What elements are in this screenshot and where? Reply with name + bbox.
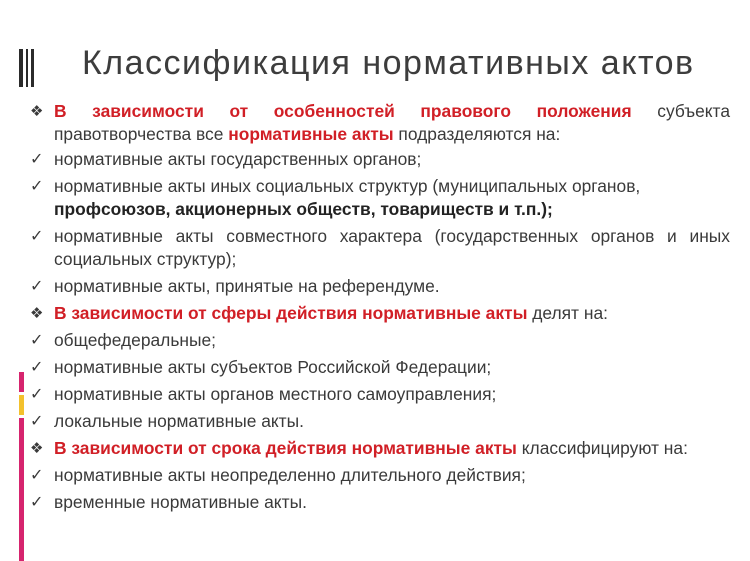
checkmark-icon: ✓ bbox=[30, 467, 44, 484]
list-item-heading: ❖ В зависимости от срока действия нормативные акты классифицируют на: bbox=[30, 438, 688, 458]
checkmark-icon: ✓ bbox=[30, 278, 44, 295]
title-decoration-stripe bbox=[26, 49, 28, 87]
list-item: ✓ нормативные акты органов местного самоуправления; bbox=[30, 384, 497, 404]
checkmark-icon: ✓ bbox=[30, 494, 44, 511]
diamond-bullet-icon: ❖ bbox=[30, 305, 44, 322]
list-item: ✓ нормативные акты субъектов Российской Федерации; bbox=[30, 357, 492, 377]
checkmark-icon: ✓ bbox=[30, 151, 44, 168]
slide-title: Классификация нормативных актов bbox=[82, 44, 695, 82]
list-item: ✓ нормативные акты неопределенно длительного действия; bbox=[30, 465, 526, 485]
diamond-bullet-icon: ❖ bbox=[30, 440, 44, 457]
bullet-list bbox=[30, 100, 730, 514]
list-item: ✓ нормативные акты иных социальных структур (муниципальных органов, профсоюзов, акционерных обществ, товариществ и т.п.); bbox=[30, 176, 641, 219]
list-item-heading: ❖ В зависимости от сферы действия нормативные акты делят на: bbox=[30, 303, 608, 323]
list-item: ✓ временные нормативные акты. bbox=[30, 492, 307, 512]
checkmark-icon: ✓ bbox=[30, 332, 44, 349]
accent-bar-pink-long bbox=[19, 418, 24, 561]
title-decoration-stripe bbox=[19, 49, 23, 87]
checkmark-icon: ✓ bbox=[30, 386, 44, 403]
diamond-bullet-icon: ❖ bbox=[30, 103, 44, 120]
checkmark-icon: ✓ bbox=[30, 413, 44, 430]
list-item: ✓ нормативные акты государственных органов; bbox=[30, 149, 422, 169]
list-item-heading: ❖ В зависимости от особенностей правового положения субъекта правотворчества все нормативные акты подразделяются на: bbox=[30, 101, 731, 144]
checkmark-icon: ✓ bbox=[30, 359, 44, 376]
checkmark-icon: ✓ bbox=[30, 178, 44, 195]
title-decoration-stripe bbox=[31, 49, 34, 87]
list-item: ✓ нормативные акты, принятые на референдуме. bbox=[30, 276, 440, 296]
accent-bar-yellow bbox=[19, 395, 24, 415]
checkmark-icon: ✓ bbox=[30, 228, 44, 245]
list-item: ✓ локальные нормативные акты. bbox=[30, 411, 304, 431]
accent-bar-pink bbox=[19, 372, 24, 392]
list-item: ✓ нормативные акты совместного характера (государственных органов и иных социальных структур); bbox=[30, 226, 730, 269]
list-item: ✓ общефедеральные; bbox=[30, 330, 216, 350]
